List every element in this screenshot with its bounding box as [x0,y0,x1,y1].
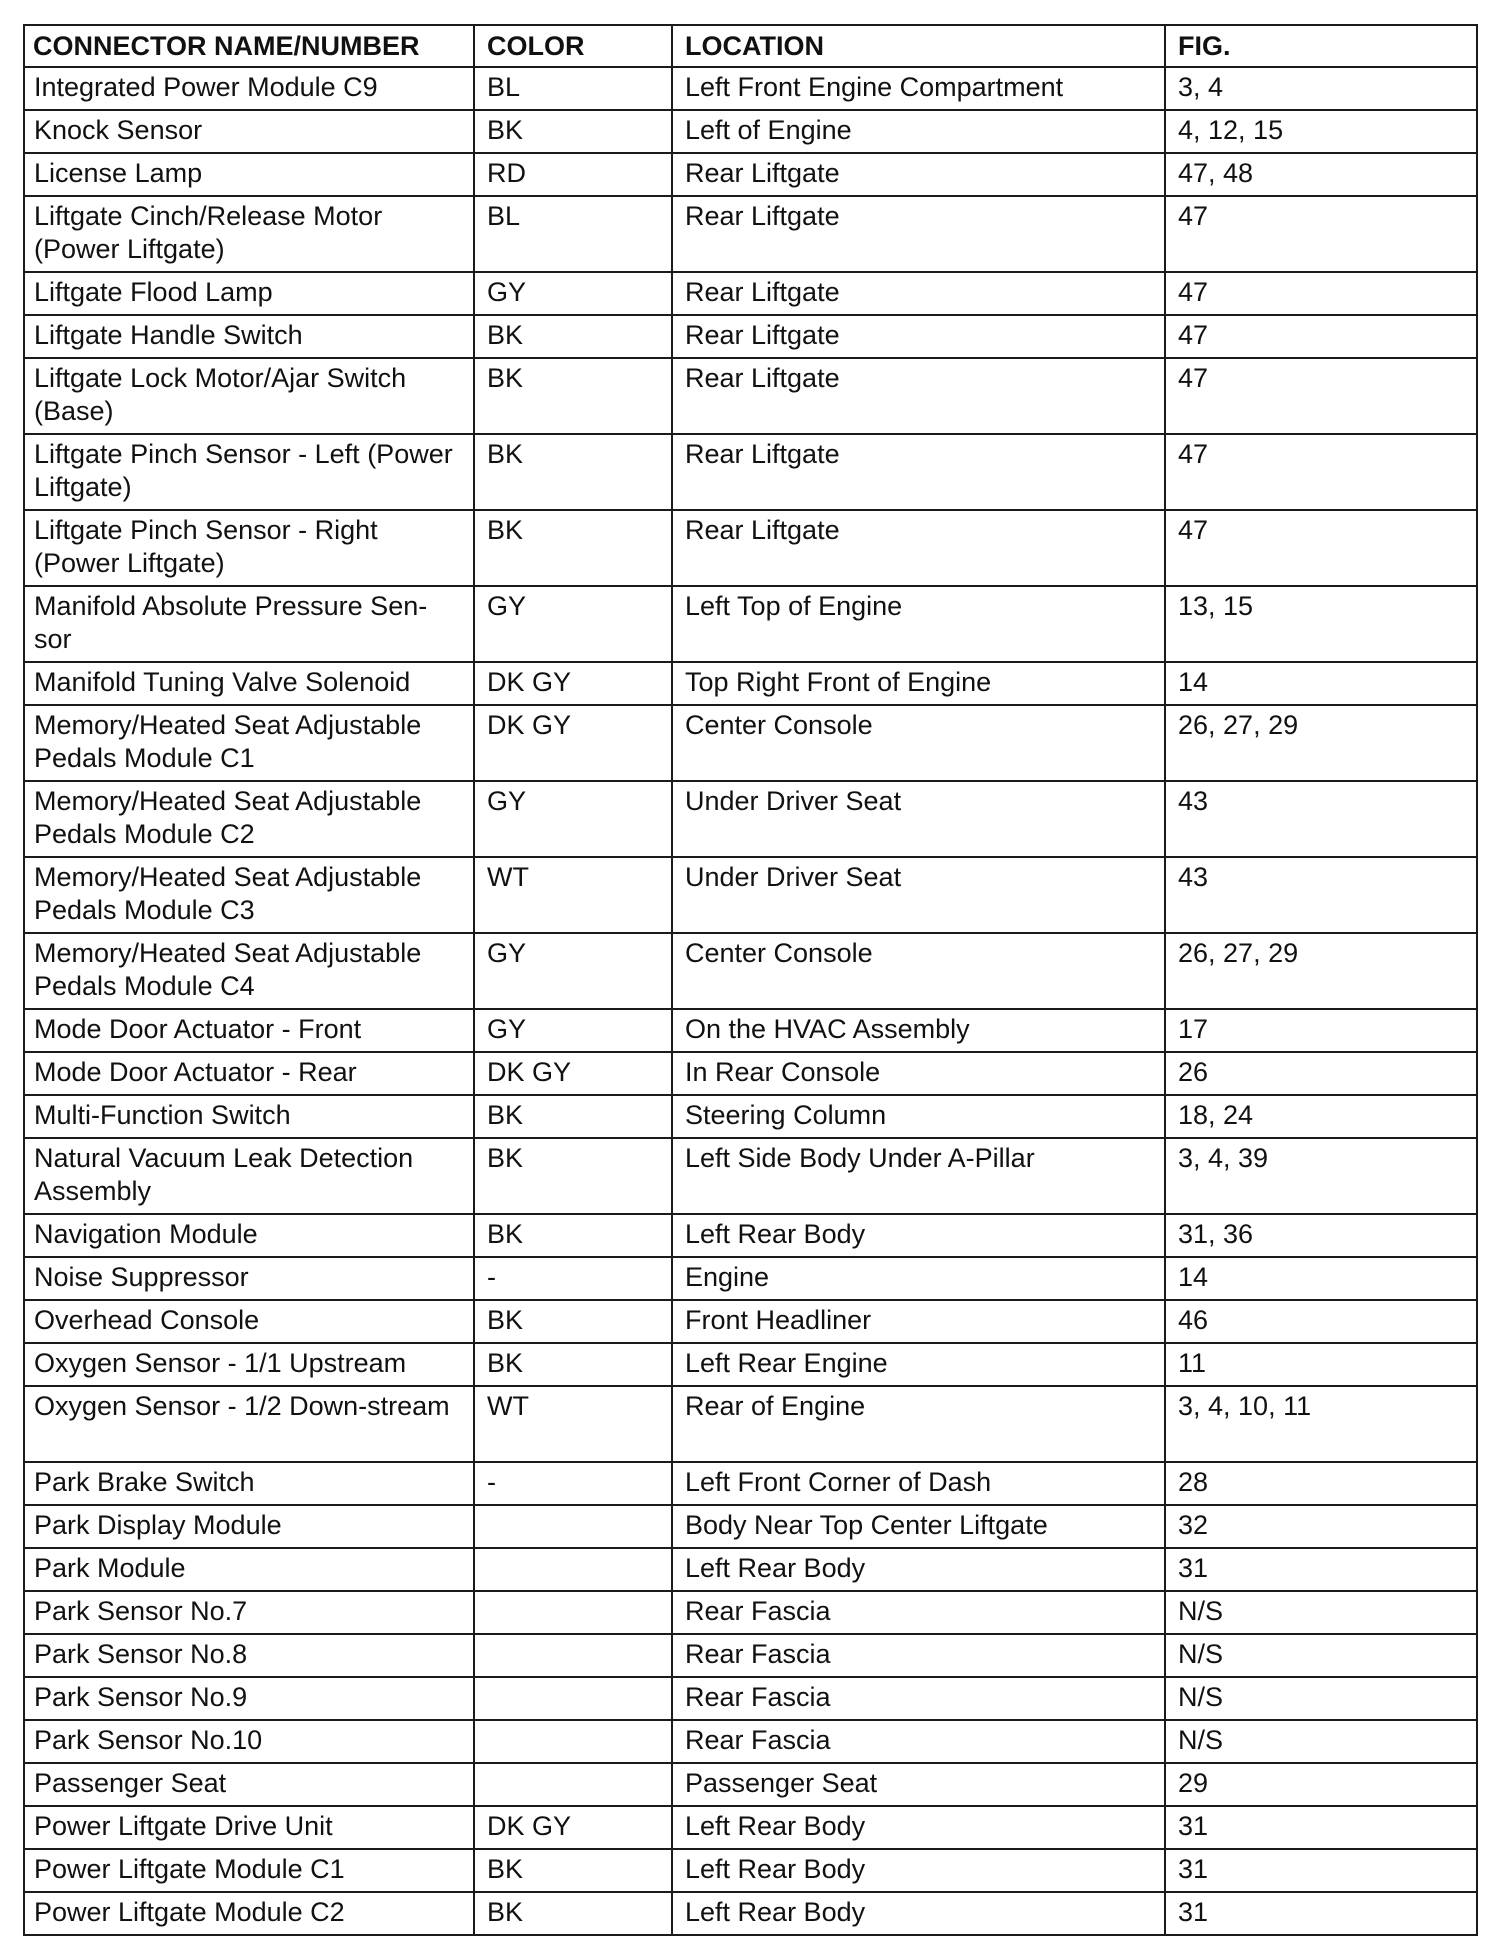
table-row [24,1095,1477,1138]
location-cell: Left Rear Engine [672,1343,1165,1386]
color-cell: RD [474,153,672,196]
location-cell: Left Rear Body [672,1892,1165,1935]
table-row [24,781,1477,857]
header-row [24,25,1477,67]
fig-cell: N/S [1165,1591,1477,1634]
location-cell: Left Front Corner of Dash [672,1462,1165,1505]
location-cell: Rear Liftgate [672,272,1165,315]
table-row [24,510,1477,586]
table-row [24,1763,1477,1806]
color-cell: GY [474,781,672,857]
location-cell: Engine [672,1257,1165,1300]
fig-cell: 32 [1165,1505,1477,1548]
table-row [24,1257,1477,1300]
color-cell: BK [474,110,672,153]
fig-cell: 14 [1165,1257,1477,1300]
location-cell: Rear Fascia [672,1677,1165,1720]
fig-cell: 3, 4, 39 [1165,1138,1477,1214]
connector-name-cell: Power Liftgate Drive Unit [24,1806,474,1849]
location-cell: Rear Fascia [672,1720,1165,1763]
table-row [24,434,1477,510]
table-row [24,1138,1477,1214]
color-cell: WT [474,857,672,933]
table-row [24,662,1477,705]
location-cell: Left Side Body Under A-Pillar [672,1138,1165,1214]
connector-name-cell: Liftgate Flood Lamp [24,272,474,315]
color-cell: BK [474,434,672,510]
table-row [24,1892,1477,1935]
location-cell: Left Rear Body [672,1806,1165,1849]
color-cell [474,1677,672,1720]
location-cell: Under Driver Seat [672,857,1165,933]
connector-name-cell: Oxygen Sensor - 1/1 Upstream [24,1343,474,1386]
color-cell: DK GY [474,1806,672,1849]
color-cell [474,1505,672,1548]
location-cell: Center Console [672,705,1165,781]
connector-name-cell: Multi-Function Switch [24,1095,474,1138]
connector-name-cell: Memory/Heated Seat Adjustable Pedals Module C1 [24,705,474,781]
color-cell: BK [474,315,672,358]
location-cell: Rear Liftgate [672,153,1165,196]
fig-cell: N/S [1165,1720,1477,1763]
table-row [24,67,1477,110]
fig-cell: N/S [1165,1677,1477,1720]
location-cell: On the HVAC Assembly [672,1009,1165,1052]
fig-cell: 3, 4, 10, 11 [1165,1386,1477,1462]
fig-cell: 4, 12, 15 [1165,110,1477,153]
table-row [24,1806,1477,1849]
location-cell: Rear Liftgate [672,315,1165,358]
fig-cell: 26, 27, 29 [1165,933,1477,1009]
location-cell: In Rear Console [672,1052,1165,1095]
fig-cell: 47, 48 [1165,153,1477,196]
color-cell [474,1548,672,1591]
fig-cell: 47 [1165,315,1477,358]
fig-cell: 43 [1165,781,1477,857]
location-cell: Center Console [672,933,1165,1009]
location-cell: Rear Liftgate [672,510,1165,586]
table-row [24,196,1477,272]
table-row [24,1548,1477,1591]
fig-cell: 47 [1165,272,1477,315]
table-row [24,153,1477,196]
color-cell [474,1591,672,1634]
fig-cell: 13, 15 [1165,586,1477,662]
fig-cell: 17 [1165,1009,1477,1052]
connector-name-cell: Liftgate Cinch/Release Motor (Power Liftgate) [24,196,474,272]
connector-name-cell: Noise Suppressor [24,1257,474,1300]
connector-name-cell: Natural Vacuum Leak Detection Assembly [24,1138,474,1214]
location-cell: Body Near Top Center Liftgate [672,1505,1165,1548]
color-cell: DK GY [474,705,672,781]
fig-cell: 26, 27, 29 [1165,705,1477,781]
header-connector-name: CONNECTOR NAME/NUMBER [24,25,474,67]
header-color: COLOR [474,25,672,67]
color-cell: GY [474,272,672,315]
connector-name-cell: Park Display Module [24,1505,474,1548]
location-cell: Rear of Engine [672,1386,1165,1462]
connector-name-cell: Memory/Heated Seat Adjustable Pedals Module C2 [24,781,474,857]
connector-name-cell: Oxygen Sensor - 1/2 Down-stream [24,1386,474,1462]
fig-cell: N/S [1165,1634,1477,1677]
color-cell: BK [474,1343,672,1386]
connector-name-cell: Mode Door Actuator - Front [24,1009,474,1052]
fig-cell: 47 [1165,196,1477,272]
color-cell: BK [474,358,672,434]
connector-name-cell: Park Sensor No.7 [24,1591,474,1634]
color-cell: BL [474,67,672,110]
connector-name-cell: Liftgate Lock Motor/Ajar Switch (Base) [24,358,474,434]
location-cell: Front Headliner [672,1300,1165,1343]
color-cell: BK [474,1300,672,1343]
connector-name-cell: Memory/Heated Seat Adjustable Pedals Module C4 [24,933,474,1009]
table-row [24,1462,1477,1505]
fig-cell: 47 [1165,510,1477,586]
location-cell: Left Rear Body [672,1548,1165,1591]
connector-name-cell: Park Sensor No.9 [24,1677,474,1720]
connector-table [23,24,1478,1936]
connector-name-cell: Power Liftgate Module C2 [24,1892,474,1935]
fig-cell: 31 [1165,1849,1477,1892]
table-row [24,1386,1477,1462]
table-body [24,67,1477,1935]
fig-cell: 28 [1165,1462,1477,1505]
connector-name-cell: Manifold Tuning Valve Solenoid [24,662,474,705]
connector-name-cell: License Lamp [24,153,474,196]
color-cell [474,1634,672,1677]
table-row [24,1505,1477,1548]
fig-cell: 43 [1165,857,1477,933]
color-cell: DK GY [474,1052,672,1095]
color-cell: BK [474,1095,672,1138]
connector-name-cell: Park Sensor No.10 [24,1720,474,1763]
fig-cell: 31 [1165,1548,1477,1591]
color-cell: DK GY [474,662,672,705]
location-cell: Left Top of Engine [672,586,1165,662]
fig-cell: 31, 36 [1165,1214,1477,1257]
location-cell: Under Driver Seat [672,781,1165,857]
color-cell: GY [474,933,672,1009]
fig-cell: 18, 24 [1165,1095,1477,1138]
color-cell: GY [474,1009,672,1052]
fig-cell: 26 [1165,1052,1477,1095]
table-row [24,1634,1477,1677]
color-cell: BK [474,1138,672,1214]
color-cell: BL [474,196,672,272]
connector-name-cell: Manifold Absolute Pressure Sen-sor [24,586,474,662]
fig-cell: 31 [1165,1892,1477,1935]
location-cell: Left of Engine [672,110,1165,153]
connector-name-cell: Park Brake Switch [24,1462,474,1505]
location-cell: Left Front Engine Compartment [672,67,1165,110]
color-cell: - [474,1462,672,1505]
fig-cell: 3, 4 [1165,67,1477,110]
location-cell: Left Rear Body [672,1849,1165,1892]
fig-cell: 14 [1165,662,1477,705]
table-row [24,358,1477,434]
color-cell [474,1720,672,1763]
connector-name-cell: Liftgate Pinch Sensor - Left (Power Liftgate) [24,434,474,510]
table-row [24,110,1477,153]
connector-name-cell: Mode Door Actuator - Rear [24,1052,474,1095]
color-cell: BK [474,1214,672,1257]
connector-name-cell: Passenger Seat [24,1763,474,1806]
header-fig: FIG. [1165,25,1477,67]
table-row [24,586,1477,662]
connector-name-cell: Park Sensor No.8 [24,1634,474,1677]
location-cell: Rear Fascia [672,1634,1165,1677]
fig-cell: 11 [1165,1343,1477,1386]
table-row [24,315,1477,358]
connector-name-cell: Park Module [24,1548,474,1591]
fig-cell: 47 [1165,434,1477,510]
table-row [24,272,1477,315]
connector-name-cell: Power Liftgate Module C1 [24,1849,474,1892]
table-row [24,705,1477,781]
connector-name-cell: Integrated Power Module C9 [24,67,474,110]
location-cell: Rear Fascia [672,1591,1165,1634]
color-cell [474,1763,672,1806]
table-row [24,1677,1477,1720]
location-cell: Rear Liftgate [672,434,1165,510]
location-cell: Rear Liftgate [672,358,1165,434]
location-cell: Steering Column [672,1095,1165,1138]
location-cell: Left Rear Body [672,1214,1165,1257]
table-row [24,1849,1477,1892]
color-cell: BK [474,510,672,586]
connector-name-cell: Memory/Heated Seat Adjustable Pedals Module C3 [24,857,474,933]
connector-name-cell: Knock Sensor [24,110,474,153]
table-row [24,1720,1477,1763]
connector-name-cell: Overhead Console [24,1300,474,1343]
table-row [24,1052,1477,1095]
table-row [24,1591,1477,1634]
color-cell: - [474,1257,672,1300]
table-row [24,933,1477,1009]
table-row [24,1009,1477,1052]
connector-name-cell: Liftgate Handle Switch [24,315,474,358]
color-cell: BK [474,1892,672,1935]
table-row [24,857,1477,933]
color-cell: WT [474,1386,672,1462]
fig-cell: 47 [1165,358,1477,434]
location-cell: Rear Liftgate [672,196,1165,272]
table-row [24,1214,1477,1257]
location-cell: Top Right Front of Engine [672,662,1165,705]
color-cell: BK [474,1849,672,1892]
location-cell: Passenger Seat [672,1763,1165,1806]
connector-name-cell: Liftgate Pinch Sensor - Right (Power Liftgate) [24,510,474,586]
header-location: LOCATION [672,25,1165,67]
connector-name-cell: Navigation Module [24,1214,474,1257]
table-row [24,1300,1477,1343]
table-row [24,1343,1477,1386]
fig-cell: 29 [1165,1763,1477,1806]
color-cell: GY [474,586,672,662]
fig-cell: 31 [1165,1806,1477,1849]
fig-cell: 46 [1165,1300,1477,1343]
